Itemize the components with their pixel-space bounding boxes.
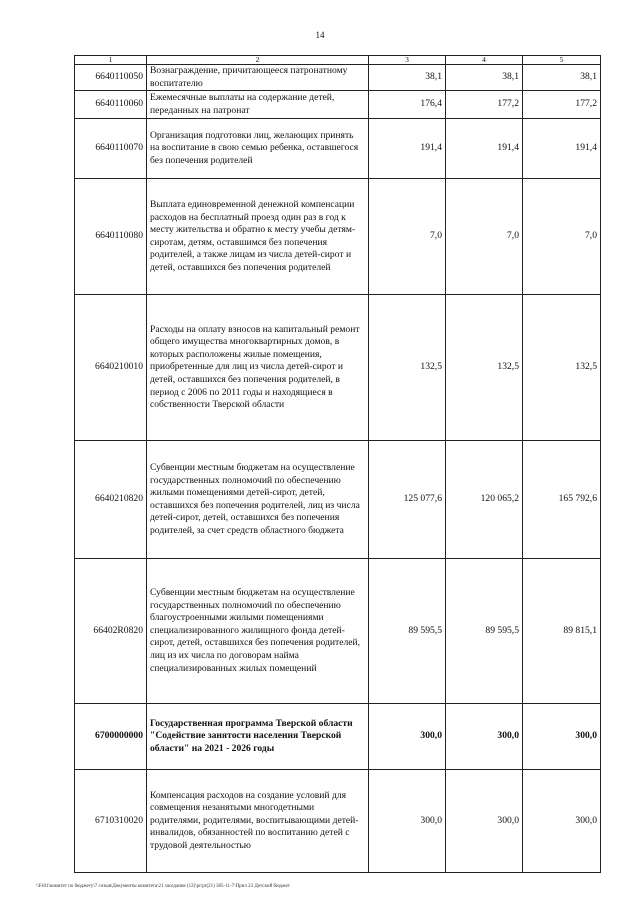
- row-code: 6640110060: [75, 91, 147, 119]
- column-header: 3: [369, 56, 446, 65]
- row-code: 6640210010: [75, 295, 147, 441]
- row-value-col4: 132,5: [446, 295, 523, 441]
- row-description: Субвенции местным бюджетам на осуществление государственных полномочий по обеспечению благоустроенными жилыми помещениями специализированного жилищного фонда детей-сирот, детей, оставшихся без попечения родителей, лиц из их числа по договорам найма специализированных жилых помещений: [147, 559, 369, 704]
- row-value-col5: 300,0: [523, 770, 601, 873]
- row-value-col3: 300,0: [369, 770, 446, 873]
- row-value-col5: 38,1: [523, 65, 601, 91]
- row-code: 6640110080: [75, 179, 147, 295]
- column-header: 4: [446, 56, 523, 65]
- row-value-col3: 125 077,6: [369, 441, 446, 559]
- table-row: [75, 441, 601, 559]
- row-code: 66402R0820: [75, 559, 147, 704]
- row-description: Организация подготовки лиц, желающих принять на воспитание в свою семью ребенка, оставшегося без попечения родителей: [147, 119, 369, 179]
- row-value-col5: 132,5: [523, 295, 601, 441]
- row-value-col5: 191,4: [523, 119, 601, 179]
- column-header: 2: [147, 56, 369, 65]
- table-row: [75, 770, 601, 873]
- row-description: Компенсация расходов на создание условий для совмещения незанятыми многодетными родителями, родителями, воспитывающими детей-инвалидов, обязанностей по воспитанию детей с трудовой деятельностью: [147, 770, 369, 873]
- row-code: 6710310020: [75, 770, 147, 873]
- column-header: 1: [75, 56, 147, 65]
- row-value-col4: 300,0: [446, 770, 523, 873]
- row-value-col5: 165 792,6: [523, 441, 601, 559]
- row-value-col3: 300,0: [369, 704, 446, 770]
- table-row: [75, 559, 601, 704]
- row-description: Расходы на оплату взносов на капитальный ремонт общего имущества многоквартирных домов, в которых расположены жилые помещения, приобретенные для лиц из числа детей-сирот и детей, оставшихся без попечения родителей, в период с 2006 по 2011 годы и находящиеся в собственности Тверской области: [147, 295, 369, 441]
- row-description: Вознаграждение, причитающееся патронатному воспитателю: [147, 65, 369, 91]
- row-value-col4: 300,0: [446, 704, 523, 770]
- page-number: 14: [315, 30, 325, 40]
- row-value-col4: 177,2: [446, 91, 523, 119]
- row-value-col3: 132,5: [369, 295, 446, 441]
- row-code: 6700000000: [75, 704, 147, 770]
- row-value-col4: 89 595,5: [446, 559, 523, 704]
- row-value-col4: 7,0: [446, 179, 523, 295]
- row-value-col3: 191,4: [369, 119, 446, 179]
- table-row: [75, 65, 601, 91]
- row-description: Выплата единовременной денежной компенсации расходов на бесплатный проезд один раз в год к месту жительства и обратно к месту учебы детям-сиротам, детям, оставшимся без попечения родителей, а также лицам из числа детей-сирот и детей, оставшихся без попечения родителей: [147, 179, 369, 295]
- row-code: 6640110070: [75, 119, 147, 179]
- row-value-col4: 38,1: [446, 65, 523, 91]
- row-description: Ежемесячные выплаты на содержание детей, переданных на патронат: [147, 91, 369, 119]
- table-row: [75, 119, 601, 179]
- row-value-col3: 38,1: [369, 65, 446, 91]
- row-value-col3: 7,0: [369, 179, 446, 295]
- column-header: 5: [523, 56, 601, 65]
- budget-table: [74, 55, 601, 873]
- table-row: [75, 295, 601, 441]
- row-value-col5: 300,0: [523, 704, 601, 770]
- row-value-col5: 7,0: [523, 179, 601, 295]
- row-value-col4: 120 065,2: [446, 441, 523, 559]
- table-header-row: [75, 56, 601, 65]
- footer-file-path: \\Fs01\комитет по бюджету\7 созыв\Документы комитета\21 заседание (12)\pr\pr(21) 385-11-7\Прил 23 Детский бюджет: [36, 884, 290, 889]
- row-description: Субвенции местным бюджетам на осуществление государственных полномочий по обеспечению жилыми помещениями детей-сирот, детей, оставшихся без попечения родителей, лиц из числа детей-сирот, детей, оставшихся без попечения родителей, за счет средств областного бюджета: [147, 441, 369, 559]
- row-code: 6640210820: [75, 441, 147, 559]
- table-row: [75, 179, 601, 295]
- row-value-col3: 176,4: [369, 91, 446, 119]
- row-value-col5: 89 815,1: [523, 559, 601, 704]
- row-description: Государственная программа Тверской области "Содействие занятости населения Тверской области" на 2021 - 2026 годы: [147, 704, 369, 770]
- row-value-col5: 177,2: [523, 91, 601, 119]
- table-row-program: [75, 704, 601, 770]
- row-code: 6640110050: [75, 65, 147, 91]
- row-value-col4: 191,4: [446, 119, 523, 179]
- row-value-col3: 89 595,5: [369, 559, 446, 704]
- table-row: [75, 91, 601, 119]
